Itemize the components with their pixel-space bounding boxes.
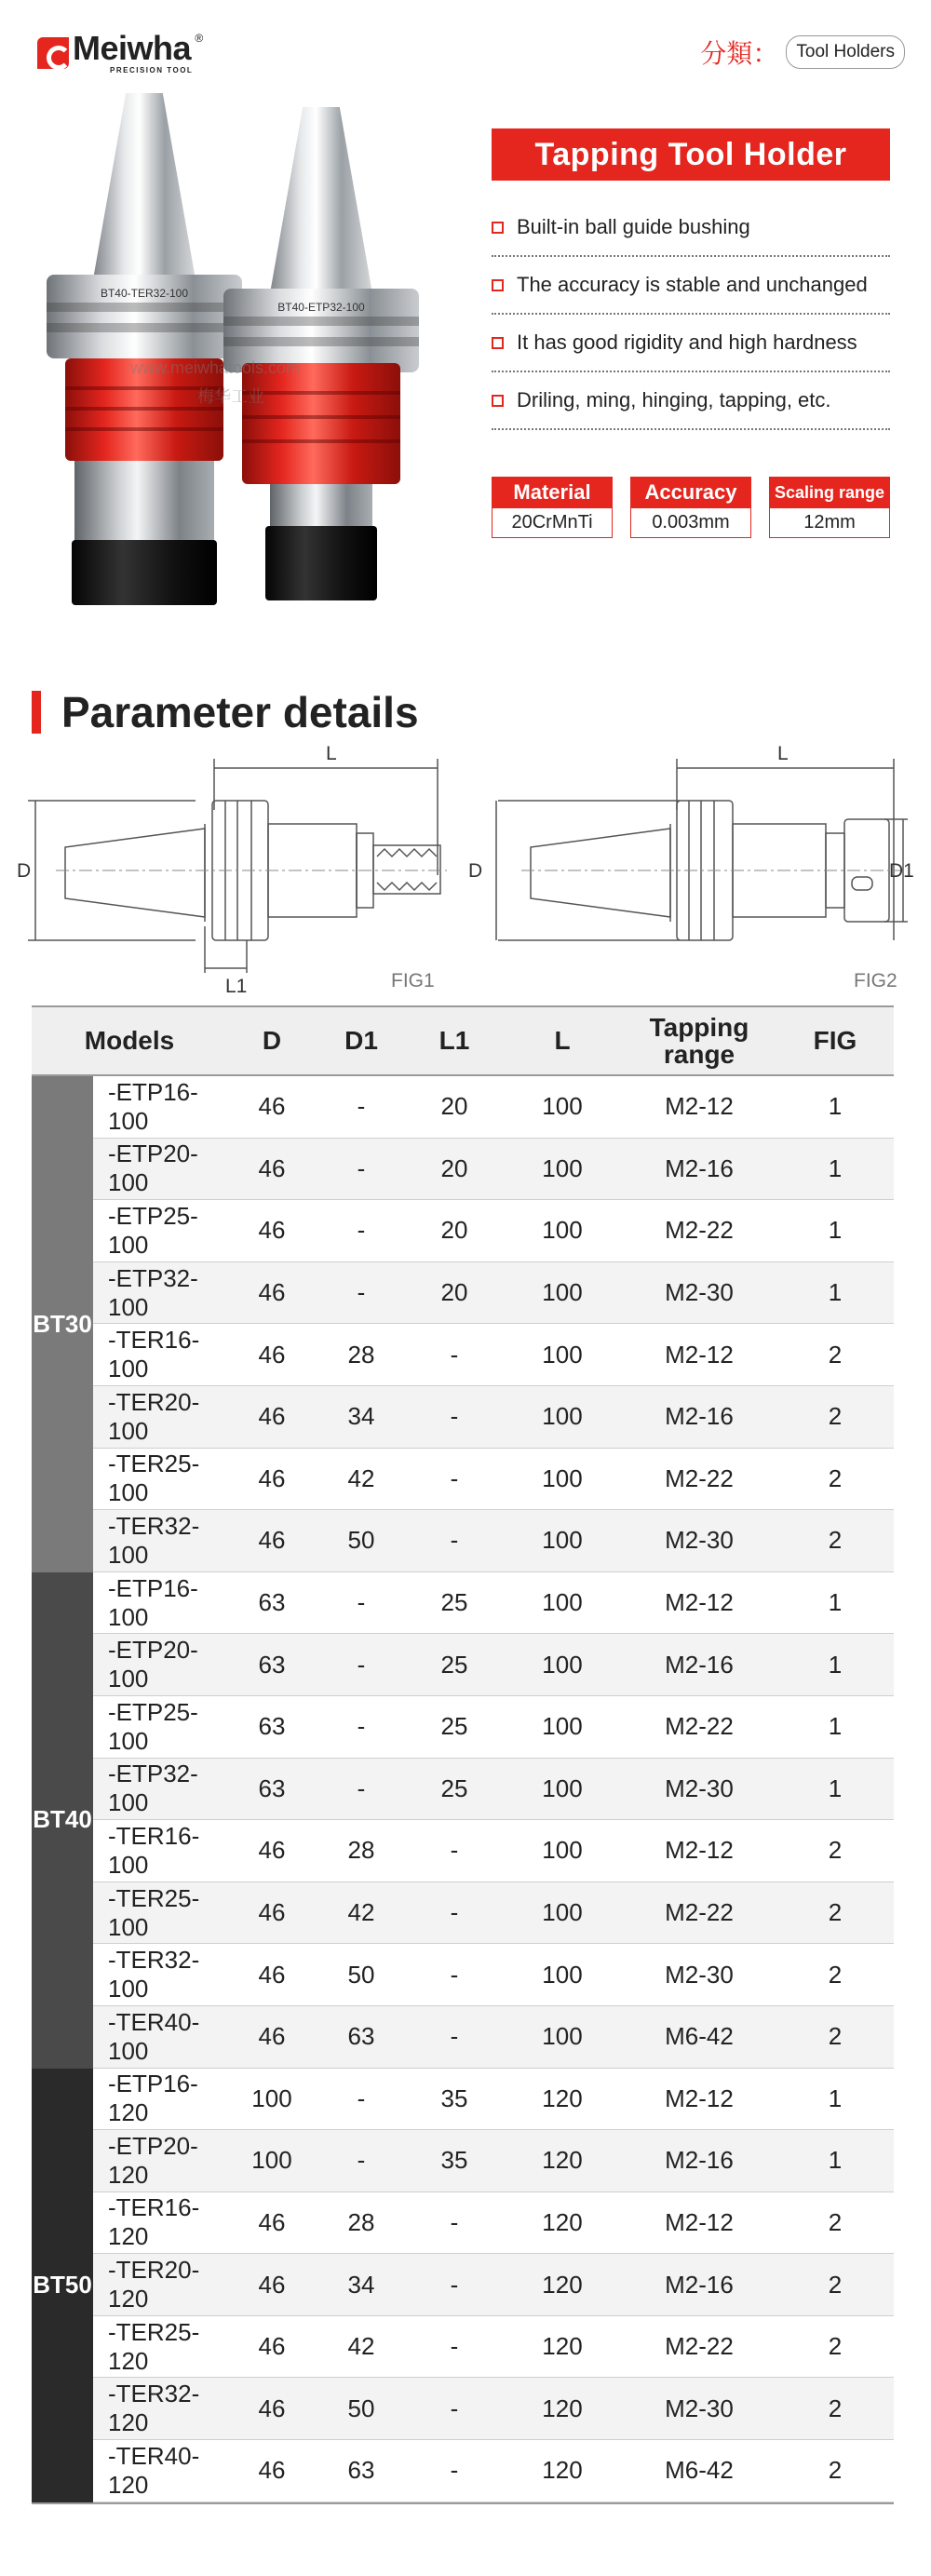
parameter-heading: Parameter details — [32, 687, 419, 737]
table-header — [32, 1005, 894, 1076]
cell-l1: 35 — [440, 2084, 468, 2112]
cell-fig: 2 — [828, 1402, 843, 1431]
table-row — [93, 1200, 894, 1262]
cell-d: 63 — [258, 1712, 286, 1741]
cell-tapping-range: M6-42 — [665, 2022, 734, 2051]
cell-l1: - — [450, 2207, 459, 2236]
cell-d: 46 — [258, 2394, 286, 2422]
fig2-label-d: D — [468, 860, 483, 882]
registered-mark: ® — [195, 32, 204, 45]
table-row — [93, 1696, 894, 1759]
fig2-caption: FIG2 — [854, 970, 897, 991]
watermark-url: www.meiwhatools.com — [130, 358, 301, 377]
cell-tapping-range: M2-12 — [665, 1588, 734, 1617]
cell-fig: 2 — [828, 2270, 843, 2299]
table-row — [93, 1944, 894, 2006]
cell-l1: - — [450, 1836, 459, 1865]
table-row — [93, 1759, 894, 1821]
cell-d1: - — [357, 1774, 366, 1802]
checkbox-icon — [492, 279, 504, 291]
cell-fig: 2 — [828, 2207, 843, 2236]
table-row — [93, 2006, 894, 2069]
cell-l: 100 — [542, 1836, 583, 1865]
fig2-label-l: L — [777, 743, 789, 764]
cell-d: 63 — [258, 1588, 286, 1617]
cell-model: -TER20-100 — [108, 1387, 200, 1445]
cell-d1: - — [357, 1153, 366, 1182]
brand-logo — [37, 29, 204, 74]
cell-model: -TER20-120 — [108, 2256, 200, 2313]
table-row — [93, 1510, 894, 1572]
cell-d: 100 — [251, 2084, 292, 2112]
cell-l: 100 — [542, 1960, 583, 1989]
header-models: Models — [84, 1026, 175, 1056]
figure-2 — [468, 743, 917, 991]
cell-fig: 2 — [828, 1463, 843, 1492]
table-row — [93, 1076, 894, 1139]
feature-item: The accuracy is stable and unchanged — [492, 257, 890, 315]
feature-item: Driling, ming, hinging, tapping, etc. — [492, 372, 890, 430]
fig1-label-l: L — [326, 743, 337, 764]
cell-d1: 34 — [347, 1402, 375, 1431]
fig1-label-l1: L1 — [225, 976, 248, 997]
cell-fig: 1 — [828, 2146, 843, 2175]
cell-d: 46 — [258, 1960, 286, 1989]
cell-tapping-range: M2-12 — [665, 2207, 734, 2236]
cell-fig: 2 — [828, 2332, 843, 2361]
cell-d: 46 — [258, 2270, 286, 2299]
figure-1-drawing — [19, 745, 456, 987]
cell-tapping-range: M2-16 — [665, 1153, 734, 1182]
cell-d: 46 — [258, 1836, 286, 1865]
cell-d: 63 — [258, 1650, 286, 1679]
cell-tapping-range: M2-30 — [665, 1526, 734, 1555]
cell-model: -ETP20-120 — [108, 2131, 198, 2189]
group-label: BT 50 — [32, 2069, 93, 2502]
header-d1: D1 — [344, 1026, 378, 1056]
cell-model: -TER16-100 — [108, 1821, 200, 1879]
cell-l1: - — [450, 1402, 459, 1431]
cell-d1: 28 — [347, 1340, 375, 1369]
cell-tapping-range: M2-16 — [665, 1650, 734, 1679]
cell-d: 46 — [258, 2022, 286, 2051]
checkbox-icon — [492, 395, 504, 407]
cell-d: 46 — [258, 2456, 286, 2485]
table-row — [93, 1262, 894, 1325]
table-body — [32, 1076, 894, 2504]
product-title: Tapping Tool Holder — [492, 128, 890, 181]
cell-d1: - — [357, 1650, 366, 1679]
cell-l: 120 — [542, 2207, 583, 2236]
cell-d: 46 — [258, 1463, 286, 1492]
header-tapping-range: Tapping range — [649, 1012, 749, 1069]
cell-l: 100 — [542, 1588, 583, 1617]
brand-subtitle: PRECISION TOOL — [110, 66, 194, 74]
cell-model: -TER40-120 — [108, 2441, 200, 2499]
cell-tapping-range: M2-12 — [665, 1092, 734, 1121]
cell-l1: 25 — [440, 1712, 468, 1741]
cell-l1: - — [450, 1960, 459, 1989]
cell-fig: 2 — [828, 1960, 843, 1989]
cell-d1: 28 — [347, 1836, 375, 1865]
cell-l: 120 — [542, 2084, 583, 2112]
fig1-label-d: D — [17, 860, 32, 882]
cell-model: -ETP20-100 — [108, 1636, 198, 1693]
cell-fig: 2 — [828, 1526, 843, 1555]
cell-tapping-range: M2-12 — [665, 2084, 734, 2112]
cell-fig: 1 — [828, 1712, 843, 1741]
table-row — [93, 2316, 894, 2379]
fig1-caption: FIG1 — [391, 970, 435, 991]
cell-l: 100 — [542, 1340, 583, 1369]
table-row — [93, 1139, 894, 1201]
cell-fig: 2 — [828, 1340, 843, 1369]
cell-model: -TER16-120 — [108, 2193, 200, 2251]
cell-l: 100 — [542, 1650, 583, 1679]
cell-tapping-range: M2-12 — [665, 1836, 734, 1865]
cell-fig: 1 — [828, 1216, 843, 1245]
checkbox-icon — [492, 337, 504, 349]
cell-l: 100 — [542, 1153, 583, 1182]
spec-badges — [492, 477, 890, 538]
cell-l1: - — [450, 2022, 459, 2051]
header-d: D — [262, 1026, 282, 1056]
table-row — [93, 1634, 894, 1696]
cell-d1: 34 — [347, 2270, 375, 2299]
figure-2-drawing — [479, 745, 917, 987]
cell-l: 100 — [542, 1526, 583, 1555]
cell-tapping-range: M2-30 — [665, 1960, 734, 1989]
fig2-label-d1: D1 — [889, 860, 914, 882]
cell-model: -ETP20-100 — [108, 1140, 198, 1197]
cell-l: 100 — [542, 1463, 583, 1492]
cell-d1: - — [357, 1712, 366, 1741]
cell-l: 120 — [542, 2332, 583, 2361]
cell-l: 120 — [542, 2270, 583, 2299]
table-row — [93, 2378, 894, 2440]
header-fig: FIG — [813, 1026, 857, 1056]
cell-tapping-range: M2-22 — [665, 2332, 734, 2361]
table-row — [93, 1449, 894, 1511]
cell-model: -ETP16-120 — [108, 2070, 198, 2127]
cell-fig: 2 — [828, 1836, 843, 1865]
table-row — [93, 1820, 894, 1882]
cell-tapping-range: M2-30 — [665, 1774, 734, 1802]
cell-tapping-range: M6-42 — [665, 2456, 734, 2485]
cell-l: 100 — [542, 1278, 583, 1307]
cell-d: 46 — [258, 1153, 286, 1182]
spec-material: Material 20CrMnTi — [492, 477, 613, 538]
cell-l: 120 — [542, 2394, 583, 2422]
cell-l1: 20 — [440, 1278, 468, 1307]
cell-model: -TER16-100 — [108, 1326, 200, 1383]
cell-fig: 1 — [828, 1092, 843, 1121]
table-row — [93, 1324, 894, 1386]
cell-model: -TER25-100 — [108, 1450, 200, 1507]
cell-fig: 1 — [828, 1774, 843, 1802]
cell-l1: 35 — [440, 2146, 468, 2175]
cell-tapping-range: M2-12 — [665, 1340, 734, 1369]
cell-d: 46 — [258, 1092, 286, 1121]
cell-fig: 2 — [828, 2022, 843, 2051]
cell-l: 100 — [542, 1774, 583, 1802]
table-row — [93, 1386, 894, 1449]
spec-scaling-range: Scaling range 12mm — [769, 477, 890, 538]
cell-l1: - — [450, 2456, 459, 2485]
cell-l1: 20 — [440, 1216, 468, 1245]
cell-l1: - — [450, 1526, 459, 1555]
parameter-table — [32, 1005, 894, 2504]
cell-l: 100 — [542, 1216, 583, 1245]
table-row — [93, 1882, 894, 1945]
cell-d1: 63 — [347, 2022, 375, 2051]
cell-d1: - — [357, 1588, 366, 1617]
cell-tapping-range: M2-30 — [665, 1278, 734, 1307]
cell-l1: - — [450, 1463, 459, 1492]
table-row — [93, 2069, 894, 2131]
cell-d: 46 — [258, 1278, 286, 1307]
cell-fig: 1 — [828, 1278, 843, 1307]
cell-d1: - — [357, 2084, 366, 2112]
figure-1 — [17, 743, 456, 997]
cell-d1: 42 — [347, 2332, 375, 2361]
brand-name: Meiwha — [73, 29, 192, 67]
cell-l1: - — [450, 2332, 459, 2361]
cell-model: -TER32-100 — [108, 1946, 200, 2003]
group-label: BT 40 — [32, 1572, 93, 2069]
cell-l: 100 — [542, 1898, 583, 1927]
cell-model: -ETP32-100 — [108, 1760, 198, 1817]
table-row — [93, 1572, 894, 1635]
cell-l: 100 — [542, 1092, 583, 1121]
cell-d: 46 — [258, 2332, 286, 2361]
cell-l: 100 — [542, 2022, 583, 2051]
cell-d1: 50 — [347, 1960, 375, 1989]
cell-d1: 50 — [347, 1526, 375, 1555]
category-pill[interactable]: Tool Holders — [786, 35, 905, 69]
cell-d1: - — [357, 2146, 366, 2175]
table-group — [32, 1076, 894, 1572]
table-group — [32, 2069, 894, 2502]
cell-d: 46 — [258, 1216, 286, 1245]
cell-model: -TER40-100 — [108, 2007, 200, 2065]
table-group — [32, 1572, 894, 2069]
category-label: 分類： — [700, 38, 779, 69]
cell-l1: - — [450, 1898, 459, 1927]
feature-list — [492, 199, 890, 430]
cell-fig: 2 — [828, 2394, 843, 2422]
cell-tapping-range: M2-22 — [665, 1898, 734, 1927]
cell-d1: - — [357, 1216, 366, 1245]
header-l: L — [554, 1026, 571, 1056]
cell-l1: 25 — [440, 1650, 468, 1679]
cell-model: -ETP25-100 — [108, 1201, 198, 1259]
product-image — [37, 93, 447, 559]
cell-fig: 1 — [828, 2084, 843, 2112]
cell-l: 100 — [542, 1712, 583, 1741]
cell-d1: 50 — [347, 2394, 375, 2422]
cell-l1: 25 — [440, 1774, 468, 1802]
cell-d1: - — [357, 1278, 366, 1307]
cell-d: 46 — [258, 1402, 286, 1431]
cell-tapping-range: M2-16 — [665, 1402, 734, 1431]
cell-l1: 20 — [440, 1092, 468, 1121]
header-l1: L1 — [439, 1026, 470, 1056]
cell-d: 46 — [258, 1526, 286, 1555]
cell-d: 100 — [251, 2146, 292, 2175]
cell-model: -ETP16-100 — [108, 1573, 198, 1631]
holder-left-marking: BT40-TER32-100 — [100, 287, 189, 300]
cell-tapping-range: M2-16 — [665, 2270, 734, 2299]
logo-icon — [37, 37, 69, 69]
table-row — [93, 2254, 894, 2316]
cell-d1: 42 — [347, 1463, 375, 1492]
cell-d1: 42 — [347, 1898, 375, 1927]
table-row — [93, 2130, 894, 2192]
holder-right-marking: BT40-ETP32-100 — [277, 301, 365, 314]
cell-fig: 1 — [828, 1650, 843, 1679]
cell-model: -TER25-120 — [108, 2317, 200, 2375]
cell-fig: 2 — [828, 2456, 843, 2485]
spec-accuracy: Accuracy 0.003mm — [630, 477, 751, 538]
cell-l1: - — [450, 1340, 459, 1369]
cell-l: 120 — [542, 2146, 583, 2175]
cell-model: -ETP25-100 — [108, 1697, 198, 1755]
cell-l1: - — [450, 2394, 459, 2422]
cell-l: 100 — [542, 1402, 583, 1431]
cell-model: -TER32-100 — [108, 1511, 200, 1569]
cell-tapping-range: M2-22 — [665, 1216, 734, 1245]
cell-l1: - — [450, 2270, 459, 2299]
cell-model: -TER25-100 — [108, 1883, 200, 1941]
cell-l1: 20 — [440, 1153, 468, 1182]
category — [700, 34, 905, 71]
cell-tapping-range: M2-16 — [665, 2146, 734, 2175]
cell-tapping-range: M2-22 — [665, 1463, 734, 1492]
feature-item: It has good rigidity and high hardness — [492, 315, 890, 372]
cell-d1: 63 — [347, 2456, 375, 2485]
table-row — [93, 2440, 894, 2502]
cell-d: 46 — [258, 1898, 286, 1927]
cell-model: -ETP16-100 — [108, 1077, 198, 1135]
cell-d1: - — [357, 1092, 366, 1121]
cell-model: -ETP32-100 — [108, 1263, 198, 1321]
cell-d: 46 — [258, 1340, 286, 1369]
cell-l1: 25 — [440, 1588, 468, 1617]
checkbox-icon — [492, 222, 504, 234]
table-row — [93, 2192, 894, 2255]
cell-fig: 2 — [828, 1898, 843, 1927]
group-label: BT 30 — [32, 1076, 93, 1572]
cell-d1: 28 — [347, 2207, 375, 2236]
heading-accent — [32, 691, 41, 734]
cell-fig: 1 — [828, 1588, 843, 1617]
cell-l: 120 — [542, 2456, 583, 2485]
cell-fig: 1 — [828, 1153, 843, 1182]
cell-d: 63 — [258, 1774, 286, 1802]
cell-tapping-range: M2-30 — [665, 2394, 734, 2422]
cell-d: 46 — [258, 2207, 286, 2236]
cell-tapping-range: M2-22 — [665, 1712, 734, 1741]
watermark-cn: 梅华工业 — [197, 387, 264, 406]
feature-item: Built-in ball guide bushing — [492, 199, 890, 257]
cell-model: -TER32-120 — [108, 2380, 200, 2437]
